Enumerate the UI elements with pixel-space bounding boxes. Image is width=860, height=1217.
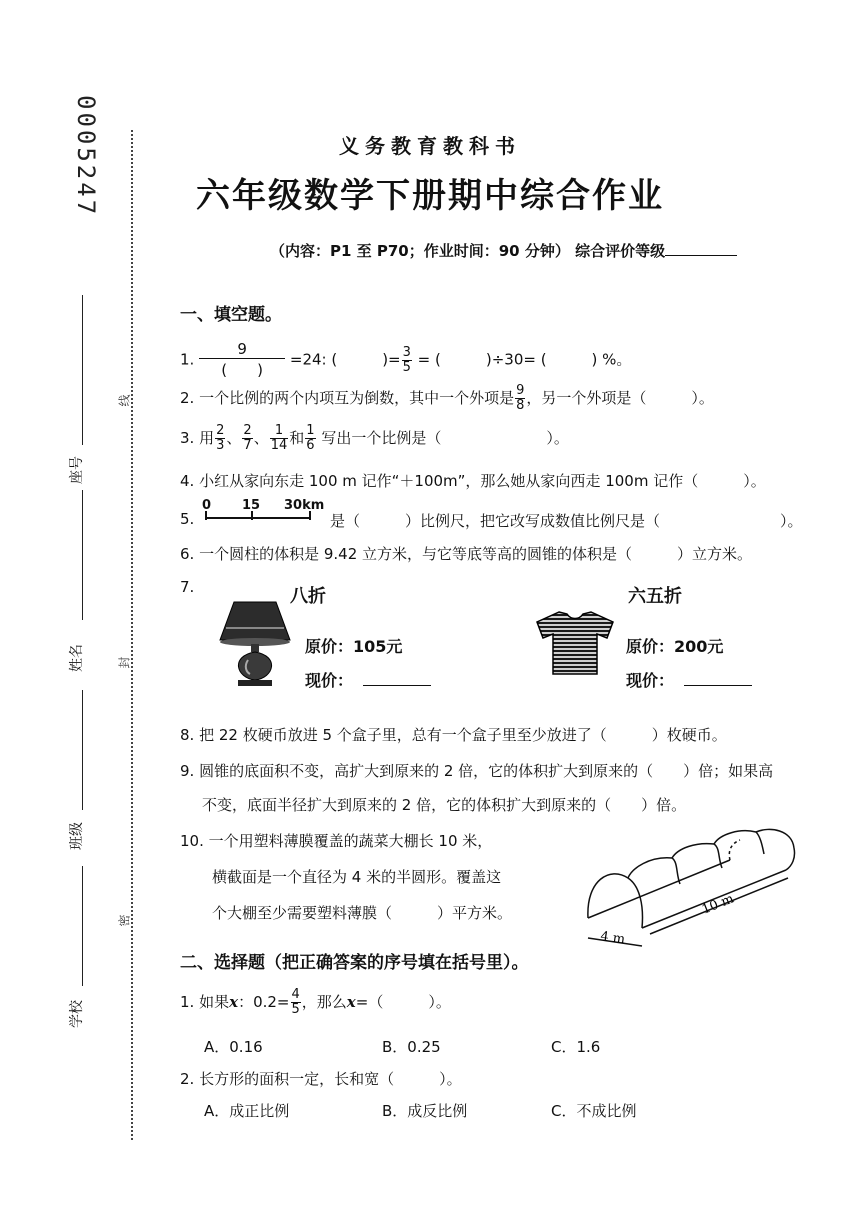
seat-number-field-2[interactable] (82, 490, 83, 620)
fraction (291, 988, 301, 1017)
question-3 (180, 424, 569, 453)
original-price: 原价：200元 (626, 637, 724, 656)
binding-dotted-line (131, 130, 133, 1140)
current-price-blank[interactable] (363, 671, 431, 686)
question-number: 8. (180, 726, 195, 744)
fraction (215, 424, 225, 453)
denominator: 7 (243, 438, 252, 453)
fraction (515, 384, 525, 413)
question-text: 一个用塑料薄膜覆盖的蔬菜大棚长 10 米， (208, 832, 493, 850)
question-6 (180, 543, 752, 564)
question-9-line2: 不变，底面半径扩大到原来的 2 倍，它的体积扩大到原来的（ ）倍。 (202, 796, 687, 814)
question-number: 1. (180, 350, 195, 369)
question-text: ，另一个外项是（ ）。 (526, 389, 714, 407)
denominator: 14 (270, 438, 288, 453)
question-text: =24: ( )= (289, 350, 401, 369)
variable: x (346, 993, 356, 1011)
separator: 、 (226, 429, 242, 447)
discount-label: 六五折 (628, 586, 682, 607)
option-b[interactable]: B．0.25 (382, 1038, 441, 1056)
numerator: 2 (243, 423, 252, 438)
option-c[interactable]: C．不成比例 (551, 1102, 637, 1120)
school-label: 学校 (69, 1000, 85, 1028)
discount-label: 八折 (290, 586, 326, 607)
question-text: 如果 (199, 993, 230, 1011)
separator: 、 (253, 429, 269, 447)
variable: x (229, 993, 239, 1011)
question-text: 写出一个比例是（ ）。 (321, 429, 569, 447)
seat-number-label: 座号 (69, 456, 85, 484)
question-number: 6. (180, 545, 195, 563)
name-field[interactable] (82, 690, 83, 810)
bind-close-char: 密 (117, 914, 132, 927)
current-price-label (305, 668, 431, 691)
numerator: 3 (402, 344, 411, 360)
serial-number: 0005247 (72, 95, 100, 218)
question-10-line3: 个大棚至少需要塑料薄膜（ ）平方米。 (212, 904, 513, 922)
question-8 (180, 724, 727, 745)
denominator: 8 (516, 398, 525, 413)
denominator: 5 (291, 1002, 300, 1017)
class-field[interactable] (82, 866, 83, 986)
numerator: 9 (199, 340, 285, 359)
seat-number-field[interactable] (82, 295, 83, 445)
question-number: 1. (180, 993, 195, 1011)
current-price-text: 现价： (626, 671, 675, 690)
assignment-info (270, 240, 737, 261)
question-text: 用 (199, 429, 215, 447)
fraction (402, 346, 412, 375)
lamp-icon (212, 598, 298, 690)
grade-blank[interactable] (665, 241, 737, 256)
question-text: 一个圆柱的体积是 9.42 立方米，与它等底等高的圆锥的体积是（ ）立方米。 (199, 545, 753, 563)
question-text: 一个比例的两个内项互为倒数，其中一个外项是 (199, 389, 515, 407)
option-a[interactable]: A．0.16 (204, 1038, 263, 1056)
question-text: ：0.2= (238, 993, 290, 1011)
question-number: 4. (180, 472, 195, 490)
question-text: 圆锥的底面积不变，高扩大到原来的 2 倍，它的体积扩大到原来的（ ）倍；如果高 (199, 762, 774, 780)
numerator: 2 (216, 423, 225, 438)
denominator: 3 (216, 438, 225, 453)
numerator: 1 (306, 423, 315, 438)
section-title: 二、选择题（把正确答案的序号填在括号里）。 (180, 953, 529, 973)
assignment-info-text: （内容：P1 至 P70；作业时间：90 分钟） 综合评价等级 (270, 242, 666, 260)
scale-label-15: 15 (242, 498, 261, 513)
question-10 (180, 830, 492, 851)
current-price-text: 现价： (305, 671, 354, 690)
numerator: 1 (270, 424, 289, 439)
book-subtitle: 义务教育教科书 (339, 134, 521, 158)
question-10-line2: 横截面是一个直径为 4 米的半圆形。覆盖这 (212, 868, 502, 886)
denominator: 6 (306, 438, 315, 453)
current-price-label (626, 668, 752, 691)
diameter-label: 4 m (599, 929, 627, 948)
question-5-text: 是（ ）比例尺，把它改写成数值比例尺是（ ）。 (330, 512, 803, 530)
numerator: 9 (516, 383, 525, 398)
question-5 (180, 510, 194, 528)
question-text: 长方形的面积一定，长和宽（ ）。 (199, 1070, 462, 1088)
question-number: 10. (180, 832, 204, 850)
bind-line-char: 线 (117, 394, 132, 407)
numerator: 4 (291, 987, 300, 1002)
scale-label-0: 0 (202, 498, 212, 513)
greenhouse-diagram (580, 818, 820, 948)
separator: 和 (289, 429, 305, 447)
scale-label-30km: 30km (284, 498, 325, 513)
question-text: = ( )÷30= ( ) %。 (412, 350, 632, 369)
question-text: 小红从家向东走 100 m 记作“＋100m”，那么她从家向西走 100m 记作（ ）。 (199, 472, 766, 490)
question-number: 9. (180, 762, 195, 780)
name-label: 姓名 (69, 644, 85, 672)
greenhouse-graphic (580, 818, 820, 948)
question-2 (180, 384, 714, 413)
section-title: 一、填空题。 (180, 305, 282, 325)
bind-seal-char: 封 (117, 656, 132, 669)
fraction (242, 424, 252, 453)
fraction (199, 340, 285, 380)
question-1 (180, 340, 631, 380)
denominator: 5 (402, 359, 411, 375)
original-price: 原价：105元 (305, 637, 403, 656)
scale-bar (200, 498, 330, 526)
question-number: 2. (180, 389, 195, 407)
current-price-blank[interactable] (684, 671, 752, 686)
question-number: 3. (180, 429, 195, 447)
option-a[interactable]: A．成正比例 (204, 1102, 290, 1120)
question-text: 把 22 枚硬币放进 5 个盒子里，总有一个盒子里至少放进了（ ）枚硬币。 (199, 726, 727, 744)
question-number: 5. (180, 510, 195, 528)
question-number: 2. (180, 1070, 195, 1088)
fraction (305, 424, 315, 453)
option-c[interactable]: C．1.6 (551, 1038, 601, 1056)
choice-question-1 (180, 988, 451, 1017)
length-label: 10 m (699, 891, 737, 918)
denominator-blank[interactable]: ( ) (221, 361, 263, 379)
fraction (270, 424, 289, 453)
tshirt-icon (535, 610, 615, 676)
choice-question-2 (180, 1068, 462, 1089)
page-title: 六年级数学下册期中综合作业 (196, 176, 664, 216)
question-number: 7. (180, 578, 195, 596)
question-9 (180, 760, 773, 781)
question-text: ，那么 (301, 993, 347, 1011)
question-text: =（ ）。 (355, 993, 451, 1011)
option-b[interactable]: B．成反比例 (382, 1102, 468, 1120)
class-label: 班级 (69, 822, 85, 850)
question-4 (180, 470, 766, 491)
